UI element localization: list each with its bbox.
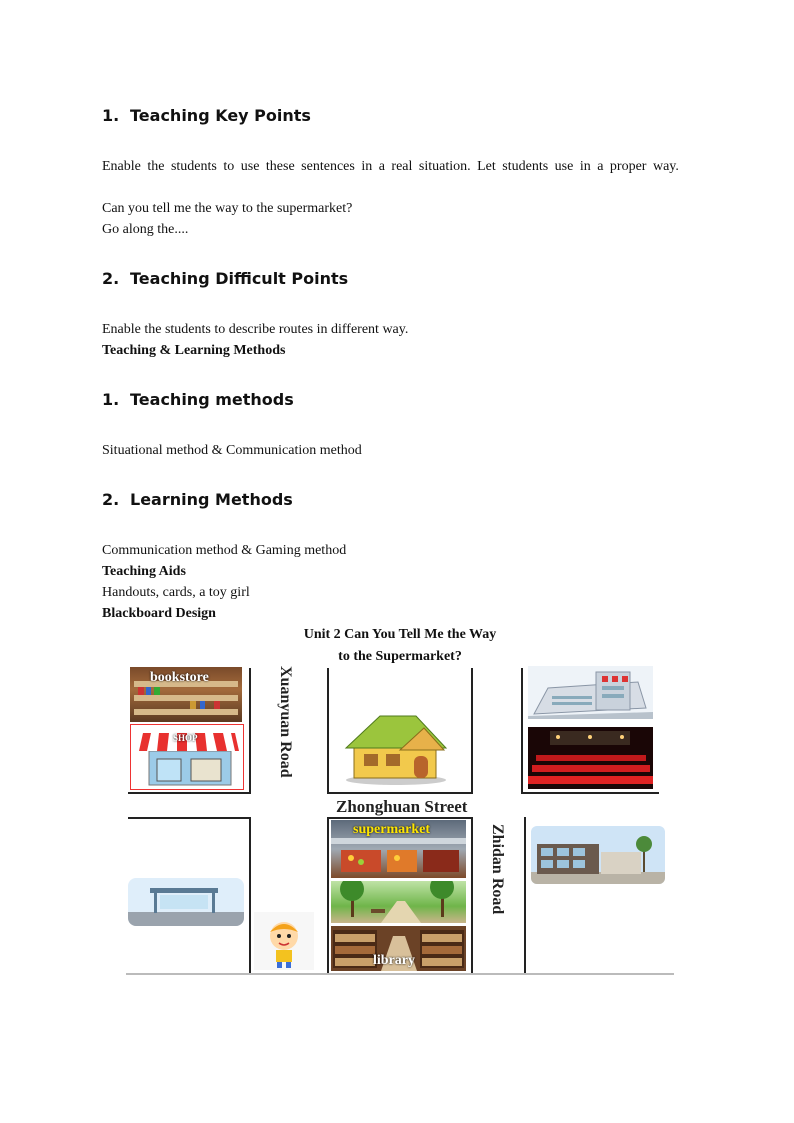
bookstore-label: bookstore bbox=[150, 670, 209, 685]
block-edge bbox=[249, 668, 251, 794]
block-edge bbox=[327, 817, 473, 819]
house-image bbox=[340, 710, 452, 786]
supermarket-image bbox=[331, 820, 466, 878]
cinema-seats-icon bbox=[528, 727, 653, 789]
blackboard-design-heading: Blackboard Design bbox=[102, 606, 216, 621]
teaching-methods-paragraph: Situational method & Communication method bbox=[102, 443, 362, 458]
park-trees-icon bbox=[331, 881, 466, 923]
diagram-title-line-2: to the Supermarket? bbox=[338, 649, 462, 664]
heading-text: Teaching Key Points bbox=[130, 106, 311, 125]
diagram-title-line-1: Unit 2 Can You Tell Me the Way bbox=[303, 627, 497, 642]
teaching-aids-heading: Teaching Aids bbox=[102, 564, 186, 579]
heading-teaching-key-points bbox=[102, 106, 311, 125]
key-points-sentence-1: Can you tell me the way to the supermarket? bbox=[102, 201, 353, 216]
block-edge bbox=[471, 817, 473, 973]
heading-number: 2. bbox=[102, 269, 120, 288]
shop-image bbox=[130, 724, 244, 790]
map-bottom-line bbox=[126, 973, 674, 975]
block-edge bbox=[327, 668, 329, 794]
heading-text: Teaching methods bbox=[130, 390, 294, 409]
supermarket-label: supermarket bbox=[353, 822, 430, 837]
key-points-paragraph: Enable the students to use these sentences in a real situation. Let students use in a proper way. bbox=[102, 159, 679, 174]
block-edge bbox=[249, 817, 251, 973]
road-label-zhidan: Zhidan Road bbox=[489, 824, 506, 915]
heading-number: 1. bbox=[102, 390, 120, 409]
bus-stop-icon bbox=[128, 878, 244, 926]
block-edge bbox=[471, 668, 473, 794]
block-edge bbox=[521, 792, 659, 794]
block-edge bbox=[128, 792, 250, 794]
school-image bbox=[531, 826, 665, 884]
library-image bbox=[331, 926, 466, 971]
block-edge bbox=[327, 792, 473, 794]
heading-text: Teaching Difficult Points bbox=[130, 269, 349, 288]
heading-teaching-methods bbox=[102, 390, 294, 409]
girl-icon bbox=[254, 912, 314, 970]
shop-sign: SHOP bbox=[173, 733, 198, 743]
house-icon bbox=[340, 710, 452, 786]
heading-learning-methods bbox=[102, 490, 293, 509]
teaching-aids-text: Handouts, cards, a toy girl bbox=[102, 585, 250, 600]
block-edge bbox=[327, 817, 329, 973]
difficult-points-paragraph: Enable the students to describe routes in different way. bbox=[102, 322, 409, 337]
bus-stop-image bbox=[128, 878, 244, 926]
block-edge bbox=[128, 817, 250, 819]
heading-text: Learning Methods bbox=[130, 490, 293, 509]
heading-number: 2. bbox=[102, 490, 120, 509]
building-icon bbox=[528, 666, 653, 719]
heading-number: 1. bbox=[102, 106, 120, 125]
bookstore-image bbox=[130, 667, 242, 722]
learning-methods-paragraph: Communication method & Gaming method bbox=[102, 543, 347, 558]
road-label-zhonghuan: Zhonghuan Street bbox=[336, 797, 468, 816]
methods-heading: Teaching & Learning Methods bbox=[102, 343, 286, 358]
heading-teaching-difficult-points bbox=[102, 269, 348, 288]
building-image bbox=[528, 666, 653, 719]
park-image bbox=[331, 881, 466, 923]
cinema-image bbox=[528, 727, 653, 789]
road-label-xuanyuan: Xuanyuan Road bbox=[277, 666, 294, 778]
block-edge bbox=[521, 668, 523, 794]
library-label: library bbox=[373, 953, 415, 968]
block-edge bbox=[524, 817, 526, 973]
school-building-icon bbox=[531, 826, 665, 884]
toy-girl-image bbox=[254, 912, 314, 970]
key-points-sentence-2: Go along the.... bbox=[102, 222, 189, 237]
